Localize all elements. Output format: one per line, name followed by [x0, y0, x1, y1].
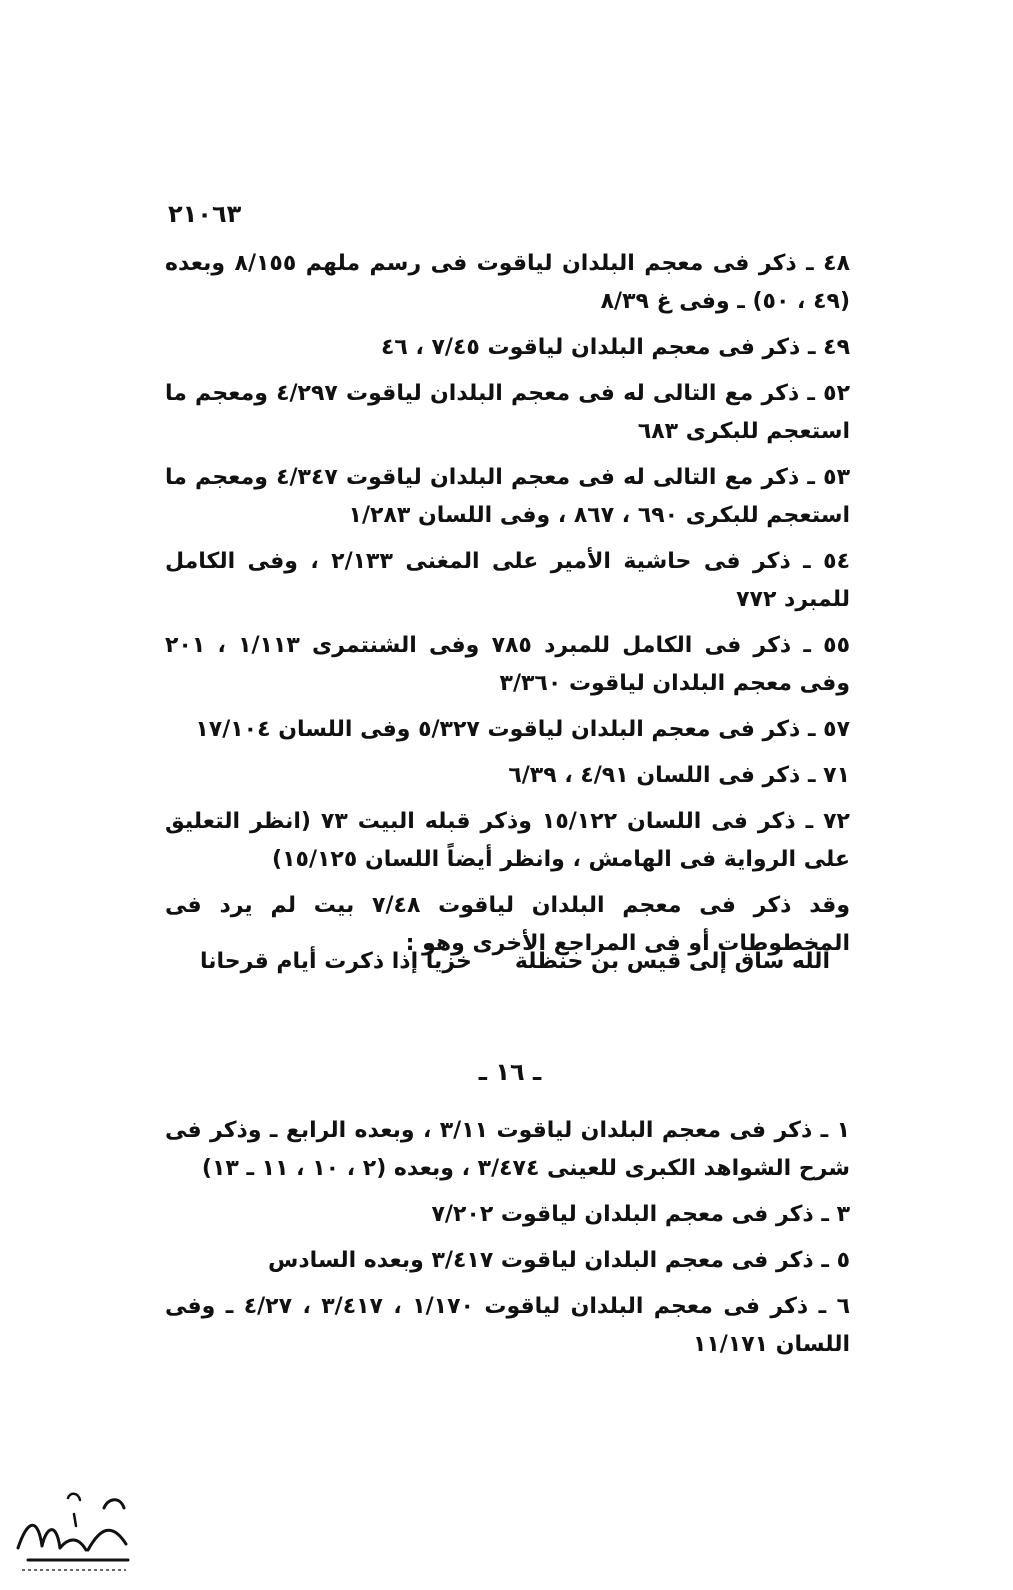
calligraphy-stamp-logo: [8, 1478, 140, 1578]
note-1: ١ ـ ذكر فى معجم البلدان لياقوت ٣/١١ ، وبعده الرابع ـ وذكر فى شرح الشواهد الكبرى للعينى ٣/٤٧٤ ، وبعده (٢ ، ١٠ ، ١١ ـ ١٣): [165, 1118, 850, 1181]
note-52: ٥٢ ـ ذكر مع التالى له فى معجم البلدان لياقوت ٤/٢٩٧ ومعجم ما استعجم للبكرى ٦٨٣: [165, 381, 850, 444]
note-3: ٣ ـ ذكر فى معجم البلدان لياقوت ٧/٢٠٢: [431, 1202, 850, 1227]
note-57: ٥٧ ـ ذكر فى معجم البلدان لياقوت ٥/٣٢٧ وفى اللسان ١٧/١٠٤: [195, 717, 850, 742]
footnotes-bottom: [165, 1112, 850, 1372]
poetry-verse: [200, 942, 830, 982]
footnotes-top: [165, 245, 850, 971]
note-6: ٦ ـ ذكر فى معجم البلدان لياقوت ١/١٧٠ ، ٣/٤١٧ ، ٤/٢٧ ـ وفى اللسان ١١/١٧١: [165, 1294, 850, 1357]
page-number: ٢١٠٦٣: [168, 200, 242, 228]
note-49: ٤٩ ـ ذكر فى معجم البلدان لياقوت ٧/٤٥ ، ٤٦: [380, 335, 850, 360]
note-55: ٥٥ ـ ذكر فى الكامل للمبرد ٧٨٥ وفى الشنتمرى ١/١١٣ ، ٢٠١ وفى معجم البلدان لياقوت ٣/٣٦٠: [165, 633, 851, 696]
note-71: ٧١ ـ ذكر فى اللسان ٤/٩١ ، ٦/٣٩: [508, 763, 850, 788]
verse-first-hemistich: الله ساق إلى قيس بن حنظلة: [514, 949, 830, 974]
note-extra-verse-intro: وقد ذكر فى معجم البلدان لياقوت ٧/٤٨ بيت لم يرد فى المخطوطات أو فى المراجع الأخرى وهو :: [165, 893, 850, 956]
note-48: ٤٨ ـ ذكر فى معجم البلدان لياقوت فى رسم ملهم ٨/١٥٥ وبعده (٤٩ ، ٥٠) ـ وفى غ ٨/٣٩: [165, 251, 850, 314]
verse-second-hemistich: خزياً إذا ذكرت أيام قرحانا: [200, 949, 472, 974]
note-54: ٥٤ ـ ذكر فى حاشية الأمير على المغنى ٢/١٣٣ ، وفى الكامل للمبرد ٧٧٢: [165, 549, 850, 612]
note-72: ٧٢ ـ ذكر فى اللسان ١٥/١٢٢ وذكر قبله البيت ٧٣ (انظر التعليق على الرواية فى الهامش ، وانظر أيضاً اللسان ١٥/١٢٥): [165, 809, 850, 872]
section-number: ـ ١٦ ـ: [478, 1058, 542, 1086]
calligraphy-stamp-graphic: [8, 1478, 140, 1578]
note-53: ٥٣ ـ ذكر مع التالى له فى معجم البلدان لياقوت ٤/٣٤٧ ومعجم ما استعجم للبكرى ٦٩٠ ، ٨٦٧ ، وفى اللسان ١/٢٨٣: [165, 465, 850, 528]
note-5: ٥ ـ ذكر فى معجم البلدان لياقوت ٣/٤١٧ وبعده السادس: [268, 1248, 850, 1273]
